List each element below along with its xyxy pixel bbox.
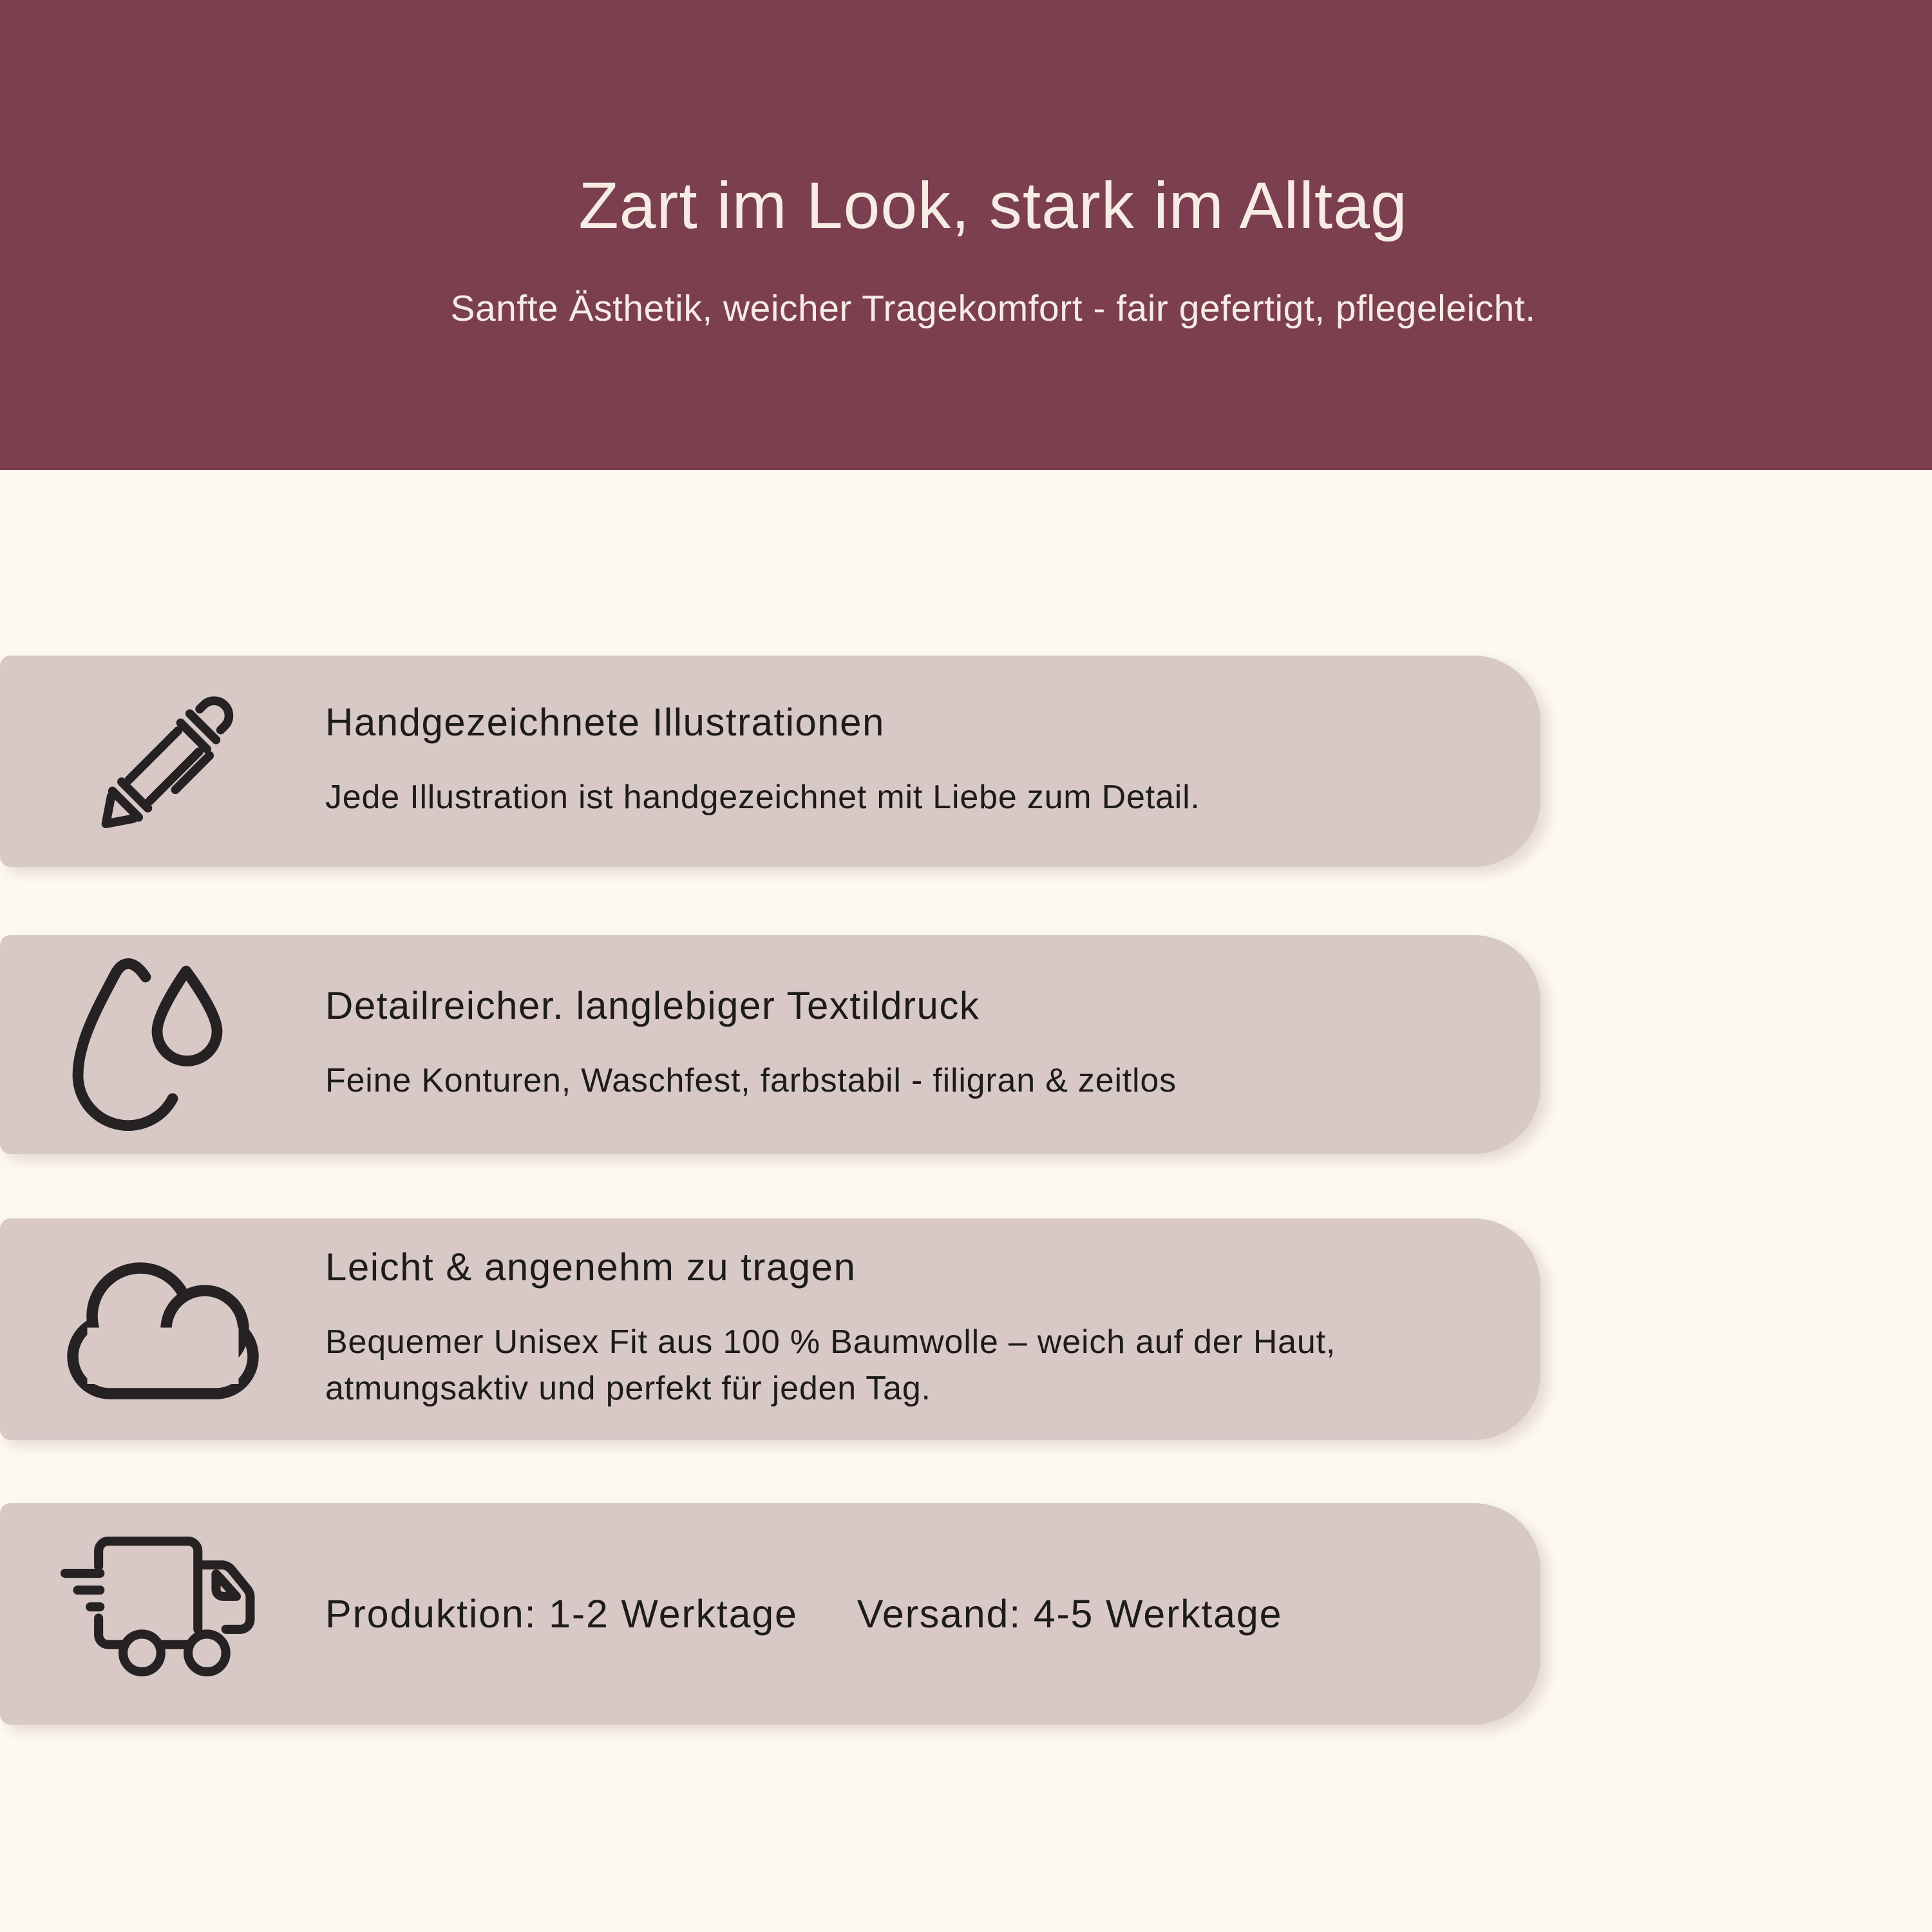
card-title-illustrations: Handgezeichnete Illustrationen <box>325 701 885 744</box>
water-drops-icon <box>57 952 269 1137</box>
feature-card-comfort <box>0 1218 1540 1440</box>
card-text-textile-print <box>325 985 1540 1104</box>
card-body-comfort <box>325 1320 1450 1412</box>
delivery-truck-icon <box>57 1527 269 1701</box>
feature-card-shipping <box>0 1503 1540 1725</box>
card-title-textile-print: Detailreicher. langlebiger Textildruck <box>325 984 980 1028</box>
page-title: Zart im Look, stark im Alltag <box>578 169 1408 242</box>
card-text-shipping <box>325 1591 1540 1636</box>
cloud-icon <box>57 1255 269 1403</box>
page-subtitle: Sanfte Ästhetik, weicher Tragekomfort - fair gefertigt, pflegeleicht. <box>450 288 1536 329</box>
card-body-comfort-line2: atmungsaktiv und perfekt für jeden Tag. <box>325 1370 931 1407</box>
card-body-comfort-line1: Bequemer Unisex Fit aus 100 % Baumwolle – weich auf der Haut, <box>325 1323 1336 1361</box>
shipping-times-row <box>325 1591 1450 1636</box>
header-banner <box>0 0 1932 470</box>
card-body-textile-print: Feine Konturen, Waschfest, farbstabil - filigran & zeitlos <box>325 1062 1177 1100</box>
card-text-illustrations <box>325 701 1540 821</box>
shipping-time-label: Versand: 4-5 Werktage <box>857 1592 1283 1636</box>
pen-icon <box>57 668 269 854</box>
card-title-comfort: Leicht & angenehm zu tragen <box>325 1245 857 1289</box>
feature-card-textile-print <box>0 935 1540 1154</box>
card-text-comfort <box>325 1246 1540 1412</box>
feature-card-illustrations <box>0 656 1540 867</box>
production-time-label: Produktion: 1-2 Werktage <box>325 1592 798 1636</box>
card-body-illustrations: Jede Illustration ist handgezeichnet mit Liebe zum Detail. <box>325 779 1200 817</box>
